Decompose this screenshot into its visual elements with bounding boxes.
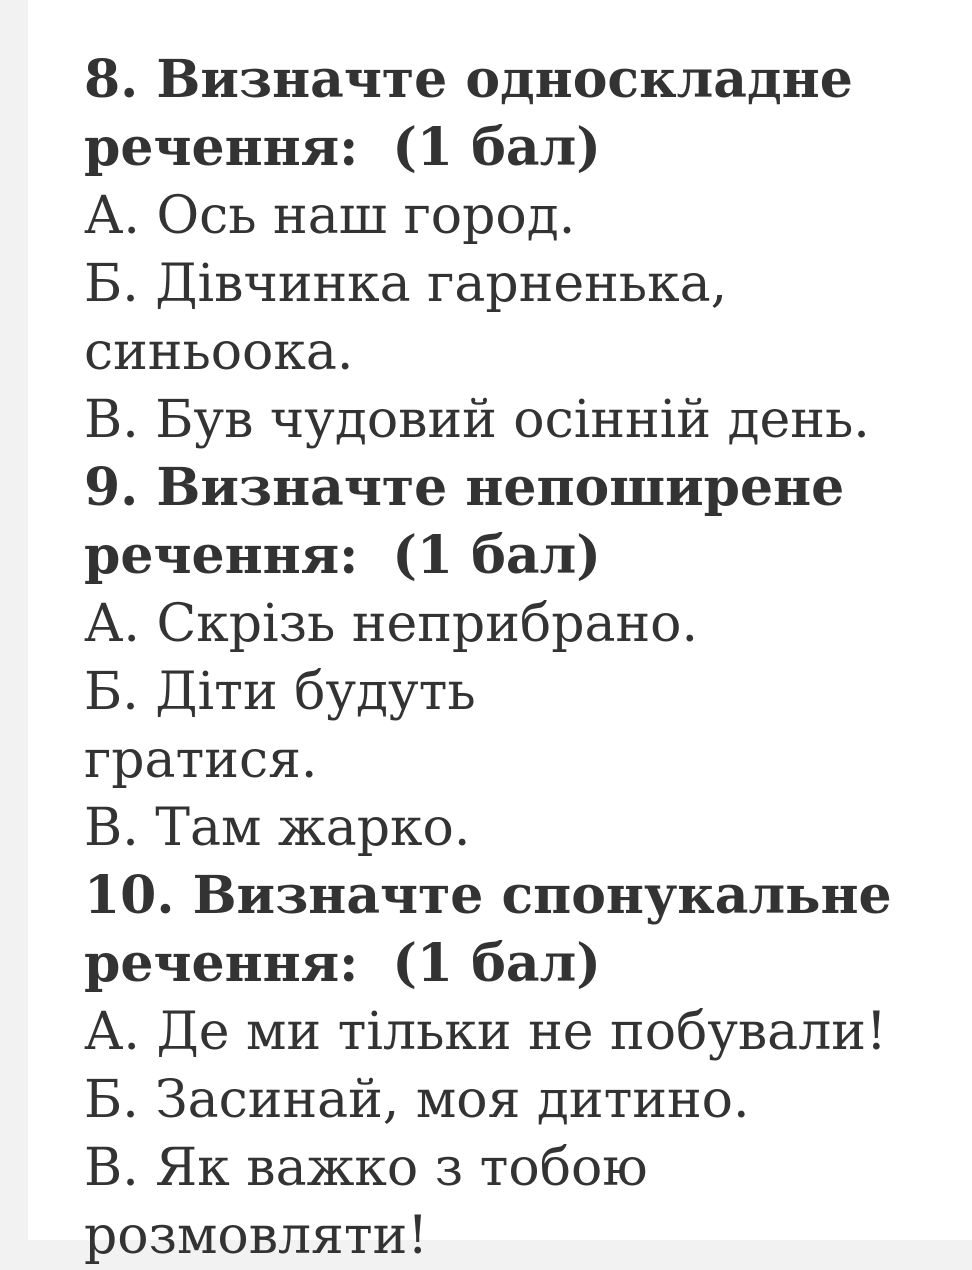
question-9-title-line1: 9. Визначте непоширене [84, 457, 845, 518]
question-10-title [84, 862, 964, 930]
question-9-points: (1 бал) [392, 525, 601, 586]
question-10-points: (1 бал) [392, 933, 601, 994]
question-9-title [84, 454, 964, 522]
question-9-option-b-line2: гратися. [84, 730, 318, 790]
question-8-option-b-line1: Б. Дівчинка гарненька, [84, 254, 728, 314]
question-9-option-b-line1: Б. Діти будуть [84, 662, 476, 722]
question-8-title-line1: 8. Визначте односкладне [84, 49, 853, 110]
question-10-title-line2: речення: [84, 933, 359, 994]
question-9-title-line2: речення: [84, 525, 359, 586]
question-8-option-c: В. Був чудовий осінній день. [84, 390, 870, 450]
question-10-option-a: А. Де ми тільки не побували! [84, 1002, 887, 1062]
question-10-option-c-line1: В. Як важко з тобою [84, 1138, 648, 1198]
question-9-option-c: В. Там жарко. [84, 798, 471, 858]
test-questions [84, 0, 964, 1270]
question-8-title [84, 46, 964, 114]
question-9-option-a: А. Скрізь неприбрано. [84, 594, 698, 654]
question-8-title-line2-row [84, 114, 964, 182]
question-10-title-line1: 10. Визначте спонукальне [84, 865, 892, 926]
question-8-option-a: А. Ось наш город. [84, 186, 576, 246]
question-10-option-b: Б. Засинай, моя дитино. [84, 1070, 750, 1130]
question-8-title-line2: речення: [84, 117, 359, 178]
cropped-previous-line [84, 0, 964, 46]
question-8-option-b-line2: синьоока. [84, 322, 354, 382]
question-8-points: (1 бал) [392, 117, 601, 178]
question-10-option-c-line2: розмовляти! [84, 1206, 429, 1266]
question-9-title-line2-row [84, 522, 964, 590]
question-10-title-line2-row [84, 930, 964, 998]
